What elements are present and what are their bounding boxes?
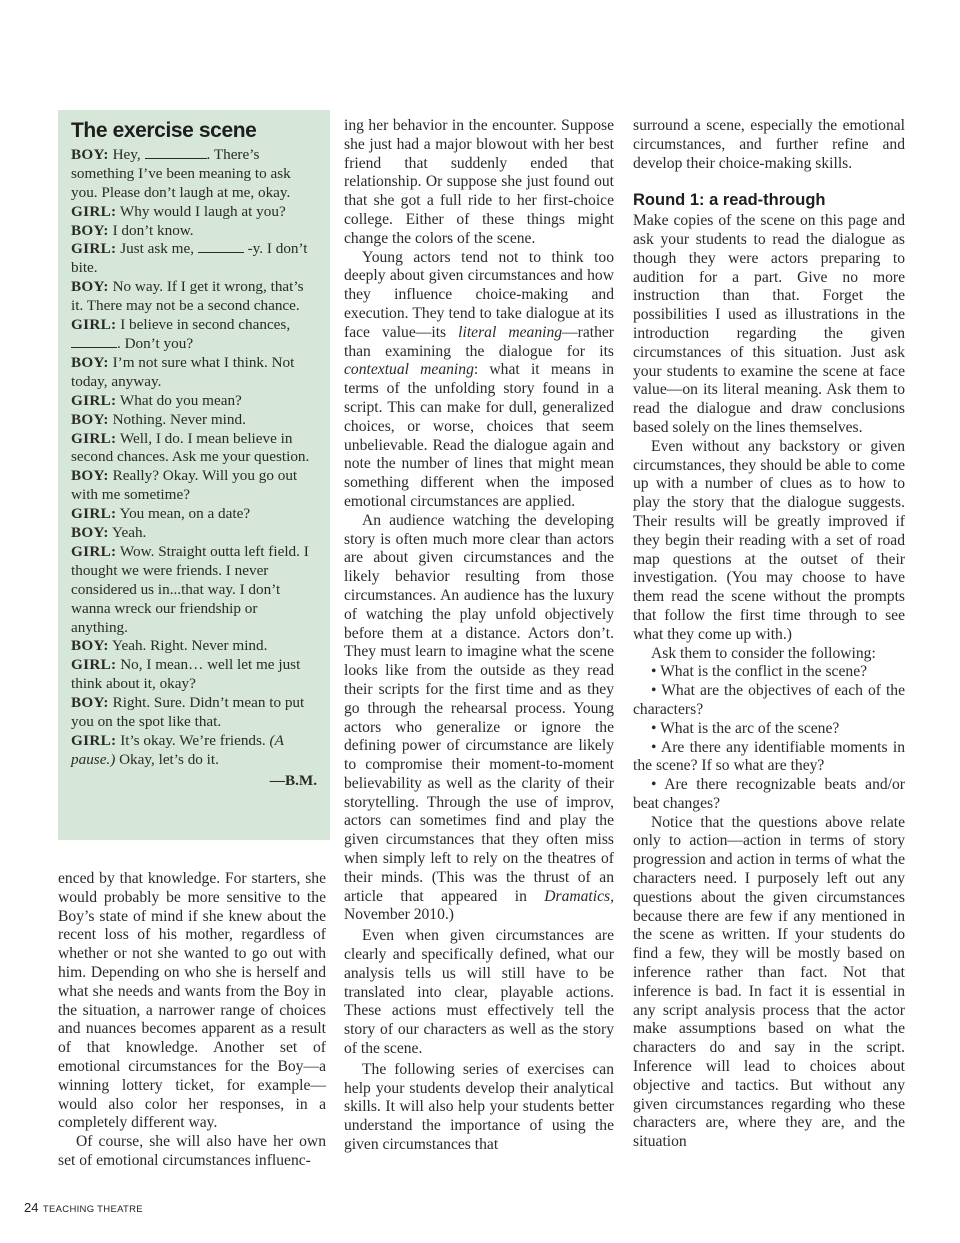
speaker-label: BOY:	[71, 353, 109, 371]
paragraph: Make copies of the scene on this page and ask your students to read the dialogue as though they were actors preparing to audition for a part. Give no more instruction than that. Forget the possibilities I used as illustrations in the introduction regarding the given circumstances of this situation. Just ask your students to examine the scene at face value—on its literal meaning. Ask them to read the dialogue and draw conclusions based solely on the lines themselves.	[633, 212, 905, 436]
dialogue-line: GIRL: I believe in second chances, . Don’t you?	[71, 316, 291, 352]
stage-direction: (A pause.)	[71, 732, 284, 768]
publication-title: Dramatics,	[544, 887, 614, 905]
question-bullet: • Are there any identifiable moments in the scene? If so what are they?	[633, 738, 905, 775]
exercise-scene-sidebar	[58, 110, 330, 840]
speaker-label: GIRL:	[71, 656, 117, 674]
paragraph: Ask them to consider the following:	[651, 644, 876, 662]
speaker-label: BOY:	[71, 410, 109, 428]
speaker-label: GIRL:	[71, 505, 117, 523]
paragraph: enced by that knowledge. For starters, she would probably be more sensitive to the Boy’s state of mind if she knew about the recent loss of his mother, regardless of whether or not she wanted to go out with him. Depending on who she is herself and what she needs and wants from the Boy in the situation, a narrower range of choices and nuances becomes apparent as a result of that knowledge. Another set of emotional circumstances for the Boy—a winning lottery ticket, for example—would also color her responses, in a completely different way.	[58, 870, 326, 1132]
contextual-meaning-term: contextual meaning	[344, 361, 474, 379]
speaker-label: GIRL:	[71, 542, 117, 560]
dialogue-line: GIRL: What do you mean?	[71, 391, 242, 409]
speaker-label: BOY:	[71, 221, 109, 239]
speaker-label: BOY:	[71, 524, 109, 542]
question-bullet: • Are there recognizable beats and/or beat changes?	[633, 776, 905, 812]
speaker-label: GIRL:	[71, 391, 117, 409]
paragraph: ing her behavior in the encounter. Suppose she just had a major blowout with her best friend that suddenly ended that relationship. Or suppose she just found out that she got a full ride to her first-choice college. Either of these things might change the colors of the scene.	[344, 117, 614, 247]
name-blank	[71, 336, 117, 348]
publication-name: TEACHING THEATRE	[42, 1204, 143, 1215]
paragraph: The following series of exercises can help your students develop their analytical skills. It will also help your students better understand the importance of using the given circumstances that	[344, 1060, 614, 1154]
speaker-label: BOY:	[71, 637, 109, 655]
paragraph: Of course, she will also have her own set of emotional circumstances influenc-	[58, 1133, 326, 1169]
dialogue-line: BOY: I’m not sure what I think. Not today, anyway.	[71, 353, 295, 390]
speaker-label: GIRL:	[71, 732, 117, 749]
dialogue-line: BOY: I don’t know.	[71, 221, 194, 239]
dialogue-line: GIRL: Wow. Straight outta left field. I thought we were friends. I never considered us in...that way. I don’t wanna wreck our friendship or anything.	[71, 542, 309, 636]
literal-meaning-term: literal meaning	[458, 323, 563, 341]
speaker-label: GIRL:	[71, 240, 117, 258]
speaker-label: GIRL:	[71, 316, 117, 334]
dialogue-line: BOY: No way. If I get it wrong, that’s it. There may not be a second chance.	[71, 278, 304, 315]
dialogue-line: BOY: Yeah. Right. Never mind.	[71, 637, 268, 655]
speaker-label: GIRL:	[71, 429, 117, 447]
question-bullet: • What is the conflict in the scene?	[651, 663, 868, 681]
question-bullet: • What is the arc of the scene?	[651, 719, 840, 737]
dialogue-line: GIRL: It’s okay. We’re friends. (A pause.) Okay, let’s do it.	[71, 732, 284, 768]
paragraph: Notice that the questions above relate only to action—action in terms of story progression and action in terms of what the characters need. I purposely left out any questions about the given circumstances because there are few if any mentioned in the scene as written. If your students do find a few, they will be mostly based on inference rather than fact. Not that inference is bad. In fact it is essential in any script analysis process that the actor make assumptions based on what the characters do and say in the script. Inference will lead to choices about objective and tactics. But without any given circumstances regarding who these characters are, where they are, and the situation	[633, 813, 905, 1151]
paragraph: Even when given circumstances are clearly and specifically defined, what our analysis tells us will still have to be translated into clear, playable actions. These actions must effectively tell the story of our characters as well as the story of the scene.	[344, 927, 614, 1058]
speaker-label: BOY:	[71, 467, 109, 485]
paragraph: Young actors tend not to think too deeply about given circumstances and how they influence choice-making and execution. They tend to take dialogue at its face value—its literal meaning—rather than examining the dialogue for its contextual meaning: what it means in terms of the unfolding story found in a script. This can make for dull, generalized choices, or worse, choices that seem unbelievable. Read the dialogue again and note the number of lines that might mean something different when the imposed emotional circumstances are applied.	[344, 248, 614, 510]
article-column-1	[58, 870, 326, 1171]
speaker-label: BOY:	[71, 694, 109, 712]
speaker-label: BOY:	[71, 278, 109, 296]
page-number: 24	[24, 1200, 39, 1215]
speaker-label: GIRL:	[71, 202, 117, 220]
article-column-2	[344, 117, 614, 1155]
name-blank	[145, 147, 207, 159]
paragraph: Even without any backstory or given circumstances, they should be able to come up with a number of clues as to how to play the story that the dialogue suggests. Their results will be greatly improved if they begin their reading with a set of road map questions at the outset of their investigation. (You may choose to have them read the scene without the prompts that follow the first time through to see what they come up with.)	[633, 437, 905, 643]
dialogue-line: BOY: Really? Okay. Will you go out with me sometime?	[71, 467, 298, 504]
speaker-label: BOY:	[71, 145, 109, 163]
paragraph: surround a scene, especially the emotional circumstances, and further refine and develop their choice-making skills.	[633, 117, 905, 172]
dialogue-line: GIRL: No, I mean… well let me just think about it, okay?	[71, 656, 301, 693]
article-column-3	[633, 117, 905, 1152]
question-bullet: • What are the objectives of each of the characters?	[633, 682, 905, 718]
name-blank	[198, 241, 244, 253]
dialogue-line: BOY: Yeah.	[71, 524, 147, 542]
dialogue-line: GIRL: Why would I laugh at you?	[71, 202, 286, 220]
sidebar-title: The exercise scene	[71, 119, 257, 142]
dialogue-line: GIRL: Well, I do. I mean believe in second chances. Ask me your question.	[71, 429, 310, 466]
author-signature: —B.M.	[269, 771, 317, 789]
paragraph: An audience watching the developing story is often much more clear than actors are about given circumstances and the likely behavior resulting from those circumstances. An audience has the luxury of watching the play unfold objectively before them at a distance. Actors don’t. They must learn to imagine what the scene looks like from the outside as they read their scripts for the first time and as they go through the rehearsal process. Young actors who generalize or ignore the defining power of circumstance are likely to compromise their moment-to-moment believability as well as the clarity of their storytelling. Through the use of improv, actors can sometimes find and play the given circumstances that they often miss when simply left to rely on the theatres of their minds. (This was the thrust of an article that appeared in Dramatics, November 2010.)	[344, 511, 614, 924]
dialogue-line: BOY: Right. Sure. Didn’t mean to put you on the spot like that.	[71, 694, 305, 731]
page-footer	[24, 1199, 143, 1217]
section-heading: Round 1: a read-through	[633, 191, 826, 210]
dialogue-line: GIRL: You mean, on a date?	[71, 505, 251, 523]
dialogue-line: GIRL: Just ask me, -y. I don’t bite.	[71, 240, 308, 277]
dialogue-line: BOY: Hey, . There’s something I’ve been meaning to ask you. Please don’t laugh at me, okay.	[71, 145, 291, 201]
dialogue	[71, 146, 317, 770]
dialogue-line: BOY: Nothing. Never mind.	[71, 410, 246, 428]
